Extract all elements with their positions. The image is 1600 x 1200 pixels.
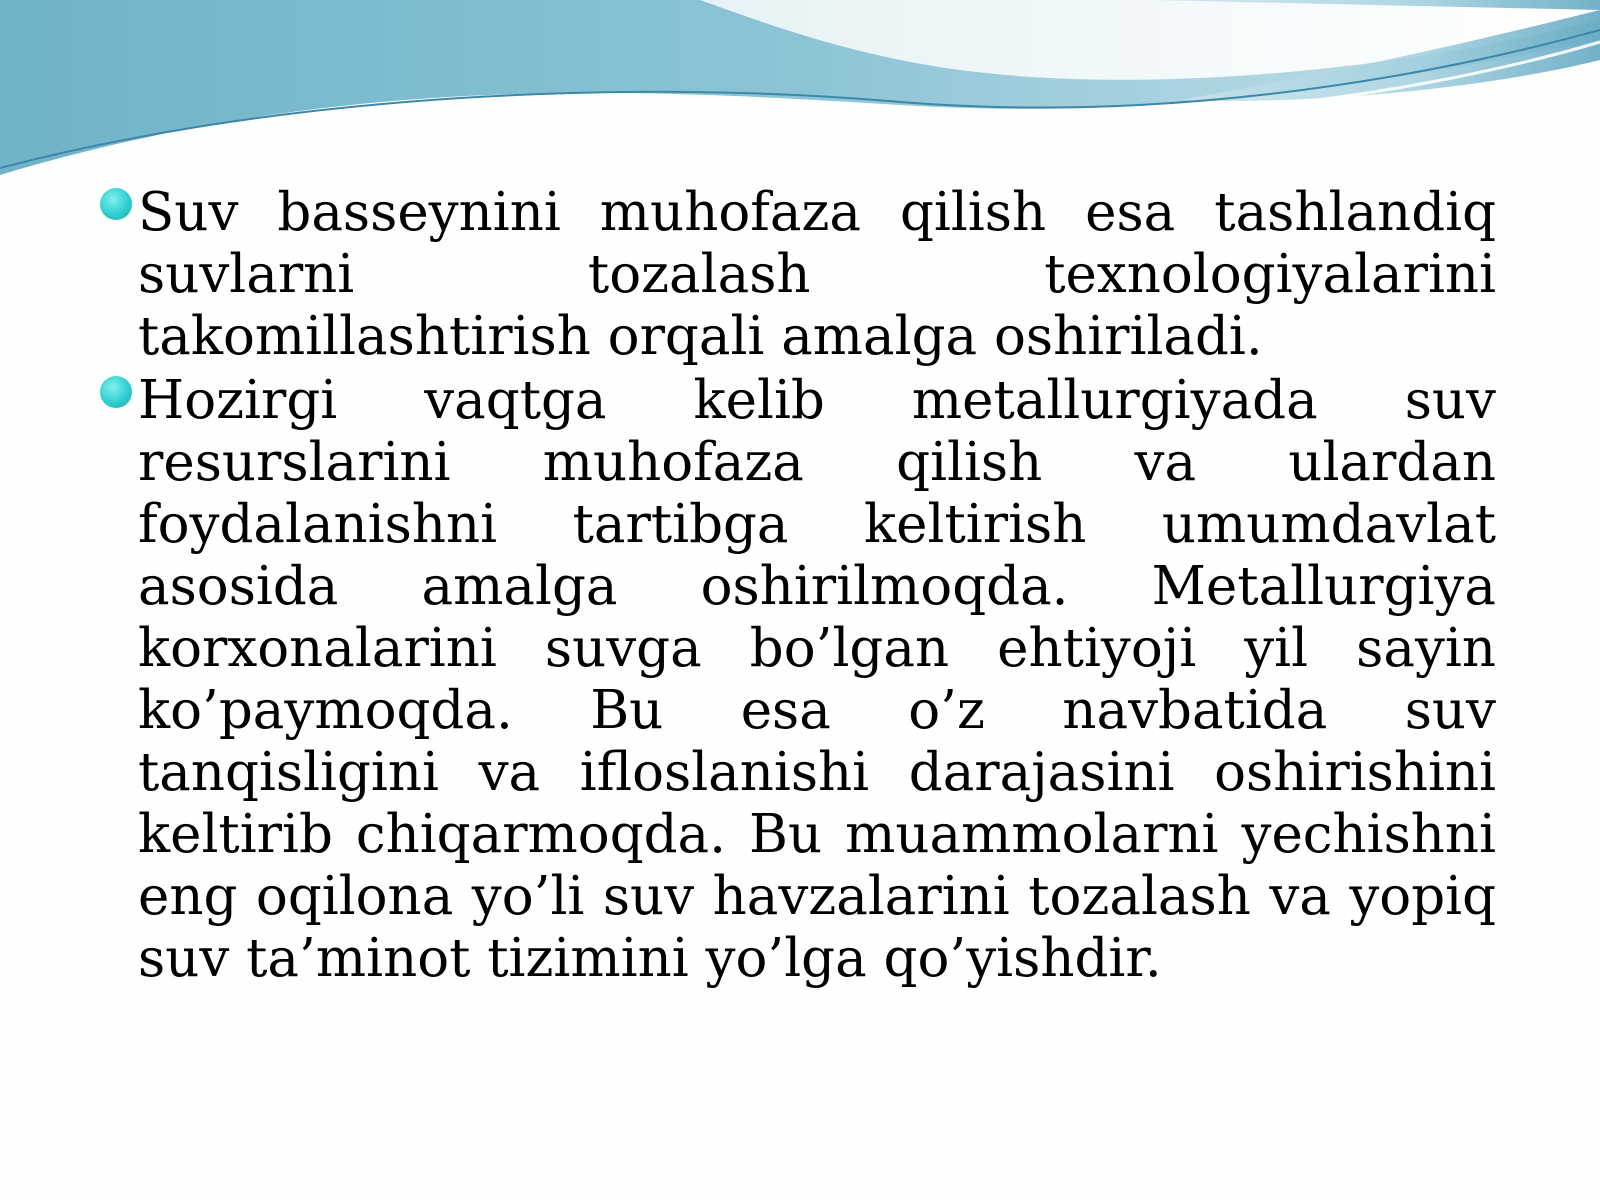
slide-body <box>100 182 1502 992</box>
header-wave-decoration <box>0 0 1600 200</box>
bullet-text: Hozirgi vaqtga kelib metallurgiyada suv resurslarini muhofaza qilish va ulardan foydalanishni tartibga keltirish umumdavlat asosida amalga oshirilmoqda. Metallurgiya korxonalarini suvga bo’lgan ehtiyoji yil sayin ko’paymoqda. Bu esa o’z navbatida suv tanqisligini va ifloslanishi darajasini oshirishini keltirib chiqarmoqda. Bu muammolarni yechishni eng oqilona yo’li suv havzalarini tozalash va yopiq suv ta’minot tizimini yo’lga qo’yishdir. <box>138 370 1496 989</box>
bullet-item <box>100 370 1502 990</box>
bullet-item <box>100 182 1502 368</box>
bullet-text: Suv basseynini muhofaza qilish esa tashlandiq suvlarni tozalash texnologiyalarini takomillashtirish orqali amalga oshiriladi. <box>138 182 1496 367</box>
bullet-dot-icon <box>100 188 132 220</box>
bullet-dot-icon <box>100 376 132 408</box>
